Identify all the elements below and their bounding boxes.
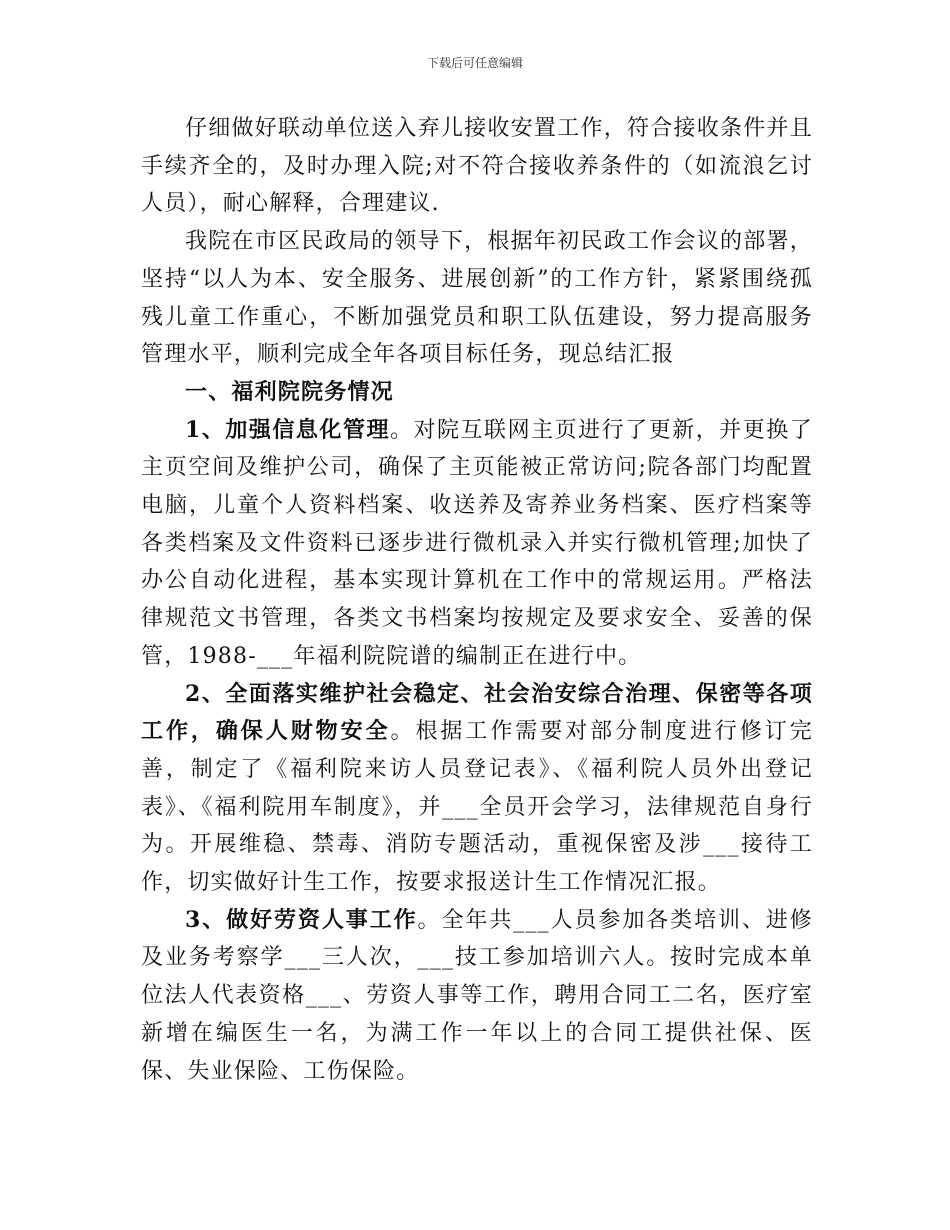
paragraph-text: 。全年共___人员参加各类培训、进修及业务考察学___三人次，___技工参加培训六人。按时完成本单位法人代表资格___、劳资人事等工作，聘用合同工二名，医疗室新增在编医生一名，为满工作一年以上的合同工提供社保、医保、失业保险、工伤保险。 <box>141 907 813 1084</box>
paragraph-text: 。根据工作需要对部分制度进行修订完善，制定了《福利院来访人员登记表》、《福利院人员外出登记表》、《福利院用车制度》，并___全员开会学习，法律规范自身行为。开展维稳、禁毒、消防专题活动，重视保密及涉___接待工作，切实做好计生工作，按要求报送计生工作情况汇报。 <box>141 719 813 896</box>
paragraph-text: 仔细做好联动单位送入弃儿接收安置工作，符合接收条件并且手续齐全的，及时办理入院;对不符合接收养条件的（如流浪乞讨人员），耐心解释，合理建议. <box>141 116 813 217</box>
paragraph-item-2 <box>141 676 813 902</box>
paragraph-intro-2 <box>141 223 813 374</box>
item-title: 2、全面落实维护社会稳定、社会治安综合治理、保密等各项工作，确保人财物安全 <box>141 680 813 745</box>
header-note: 下载后可任意编辑 <box>426 56 523 70</box>
section-heading <box>141 374 813 412</box>
paragraph-item-3 <box>141 902 813 1091</box>
section-heading-text: 一、福利院院务情况 <box>185 378 394 405</box>
paragraph-intro-1 <box>141 110 813 223</box>
item-title: 1、加强信息化管理 <box>185 416 390 443</box>
paragraph-item-1 <box>141 412 813 676</box>
item-title: 3、做好劳资人事工作 <box>185 906 418 933</box>
document-body <box>141 110 813 1090</box>
paragraph-text: 。对院互联网主页进行了更新，并更换了主页空间及维护公司，确保了主页能被正常访问;院各部门均配置电脑，儿童个人资料档案、收送养及寄养业务档案、医疗档案等各类档案及文件资料已逐步进行微机录入并实行微机管理;加快了办公自动化进程，基本实现计算机在工作中的常规运用。严格法律规范文书管理，各类文书档案均按规定及要求安全、妥善的保管，1988-___年福利院院谱的编制正在进行中。 <box>141 417 814 669</box>
paragraph-text: 我院在市区民政局的领导下，根据年初民政工作会议的部署，坚持“以人为本、安全服务、进展创新”的工作方针，紧紧围绕孤残儿童工作重心，不断加强党员和职工队伍建设，努力提高服务管理水平，顺利完成全年各项目标任务，现总结汇报 <box>141 229 813 368</box>
